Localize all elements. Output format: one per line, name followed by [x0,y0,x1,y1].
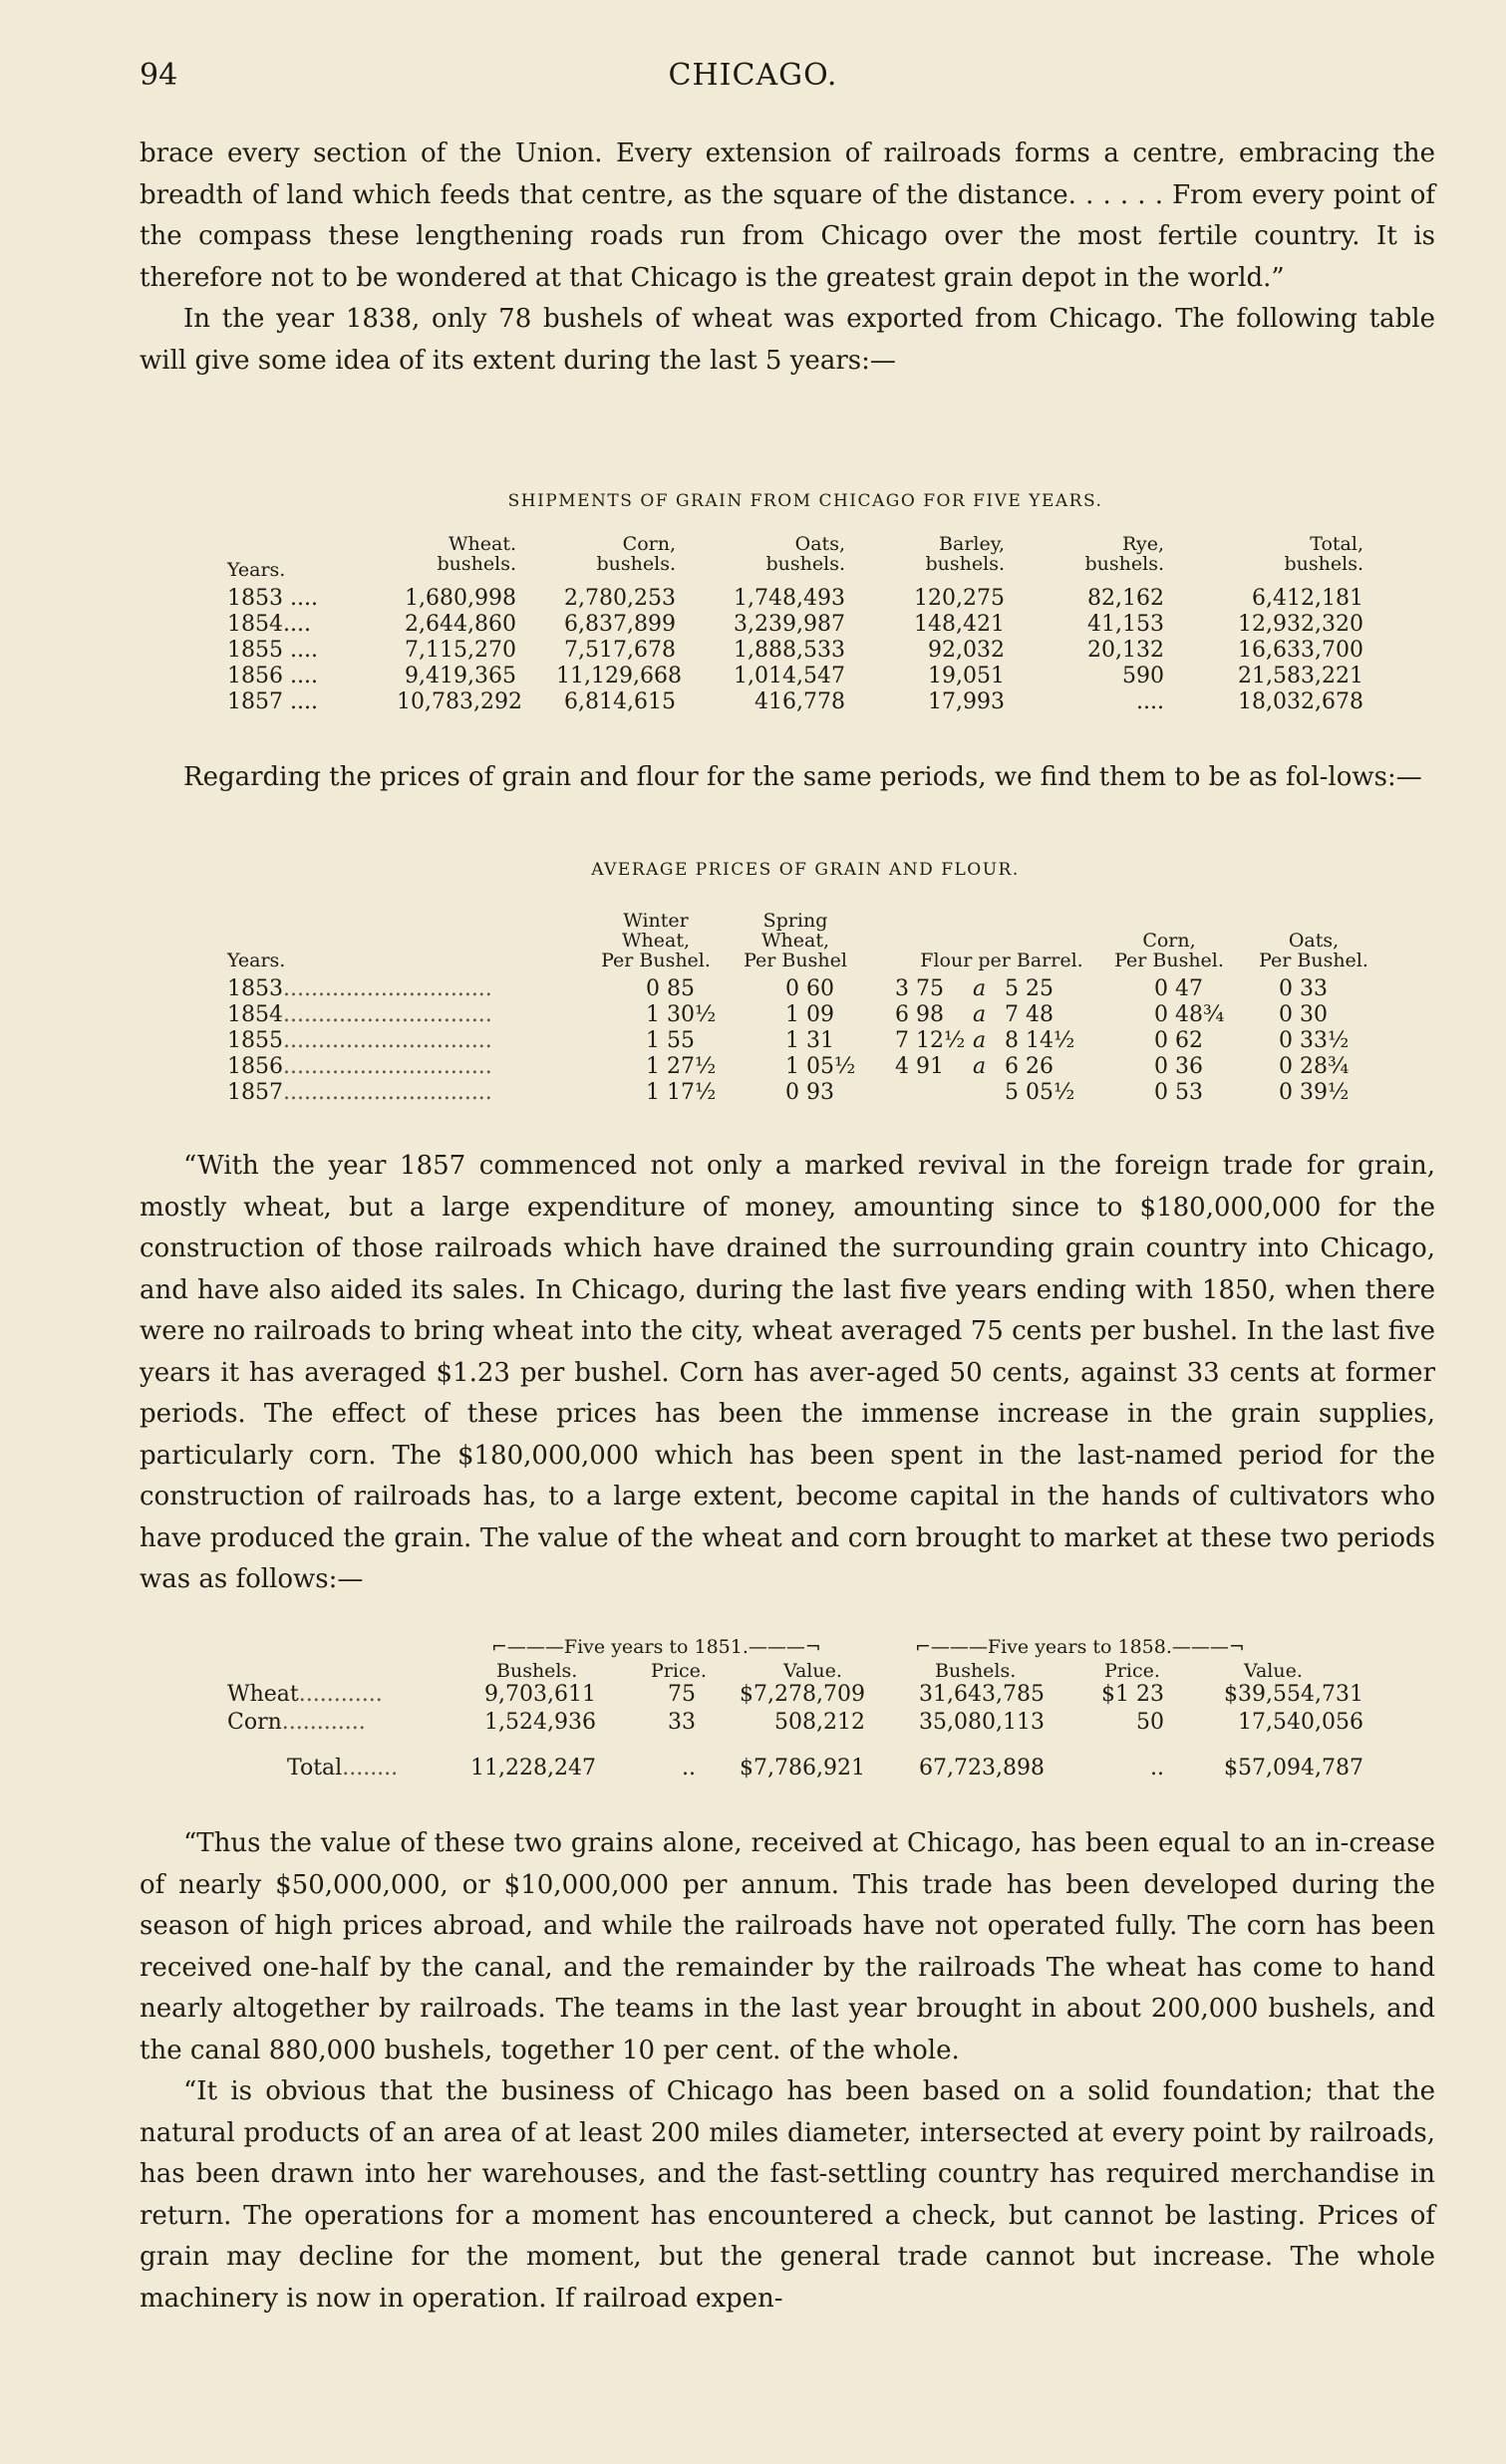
cell-corn: 11,129,668 [556,664,682,688]
prices-row [227,1002,1383,1028]
cell-oats: 0 39½ [1279,1080,1350,1105]
cell-flour-low: 6 98 [895,1002,944,1027]
cell-total: 21,583,221 [1238,664,1363,688]
cell-flour-sep: a [973,1028,987,1053]
cell-oats: 0 30 [1279,1002,1328,1027]
hdr-value-1: Value. [783,1660,842,1682]
shipments-row [227,664,1383,689]
cell-total: 16,633,700 [1238,638,1363,663]
shipments-row [227,586,1383,612]
cell-year: 1853 .... [227,586,318,611]
col-rye: Rye, bushels. [1084,533,1164,575]
cell-year: 1854.... [227,612,311,637]
cell-oats: 0 33½ [1279,1028,1350,1053]
cell-rye: 41,153 [1087,612,1164,637]
cell-year: 1856 .... [227,664,318,688]
hdr-value-2: Value. [1244,1660,1303,1682]
prices-table [227,857,1383,1106]
shipments-row [227,612,1383,638]
prices-row [227,1054,1383,1080]
col-wheat: Wheat. bushels. [437,533,516,575]
cell-rye: 20,132 [1087,638,1164,663]
cell-bushels-1: 1,524,936 [484,1710,596,1735]
cell-corn: 0 36 [1154,1054,1203,1079]
cell-oats: 1,014,547 [734,664,845,688]
hdr-price-1: Price. [651,1660,707,1682]
cell-spring-wheat: 1 31 [785,1028,834,1053]
cell-value-2: $57,094,787 [1224,1756,1363,1780]
cell-corn: 7,517,678 [564,638,676,663]
page-number: 94 [140,58,178,93]
hdr-bushels-1: Bushels. [496,1660,578,1682]
col-years: Years. [227,950,286,971]
cell-flour-low: 3 75 [895,976,944,1001]
cell-barley: 17,993 [928,689,1005,714]
cell-rye: .... [1136,689,1164,714]
cell-total: 12,932,320 [1238,612,1363,637]
cell-winter-wheat: 1 17½ [646,1080,717,1105]
col-years: Years. [227,559,286,581]
comparison-row [227,1710,1383,1738]
cell-winter-wheat: 1 27½ [646,1054,717,1079]
cell-flour-low: 4 91 [895,1054,944,1079]
cell-flour-high: 7 48 [1005,1002,1054,1027]
cell-bushels-2: 67,723,898 [919,1756,1045,1780]
cell-flour-high: 5 05½ [1005,1080,1075,1105]
cell-year: 1854.............................. [227,1002,492,1027]
middle-text [140,757,1435,799]
cell-spring-wheat: 1 05½ [785,1054,856,1079]
cell-winter-wheat: 1 55 [646,1028,695,1053]
cell-oats: 0 28¾ [1279,1054,1350,1079]
shipments-row [227,638,1383,664]
cell-flour-sep: a [973,976,987,1001]
cell-flour-sep: a [973,1054,987,1079]
group-1851: ⌐———Five years to 1851.———¬ [491,1636,821,1658]
middle-paragraph: Regarding the prices of grain and flour for the same periods, we find them to be as fol-lows:— [183,762,1422,792]
col-corn: Corn, bushels. [596,533,676,575]
cell-flour-high: 8 14½ [1005,1028,1075,1053]
cell-bushels-2: 35,080,113 [919,1710,1045,1735]
col-corn: Corn, Per Bushel. [1114,930,1224,971]
cell-corn: 0 53 [1154,1080,1203,1105]
cell-label: Corn............ [227,1710,366,1735]
quote-2-paragraph-2: “It is obvious that the business of Chicago has been based on a solid foundation; that the natural products of an area of at least 200 miles diameter, intersected at every point by railroads, has been drawn into her warehouses, and the fast-settling country has required merchandise in return. The operations for a moment has encountered a check, but cannot be lasting. Prices of grain may decline for the moment, but the general trade cannot but increase. The whole machinery is now in operation. If railroad expen- [140,2076,1435,2314]
cell-corn: 2,780,253 [564,586,676,611]
cell-oats: 0 33 [1279,976,1328,1001]
cell-corn: 6,814,615 [564,689,676,714]
cell-barley: 148,421 [914,612,1005,637]
cell-price-1: 75 [668,1682,696,1707]
cell-price-2: .. [1150,1756,1164,1780]
hdr-bushels-2: Bushels. [935,1660,1017,1682]
col-winter-wheat: Winter Wheat, Per Bushel. [601,910,711,971]
hdr-price-2: Price. [1104,1660,1160,1682]
quote-1-paragraph: “With the year 1857 commenced not only a marked revival in the foreign trade for grain, mostly wheat, but a large expenditure of money, amounting since to $180,000,000 for the construction of those railroads which have drained the surrounding grain country into Chicago, and have also aided its sales. In Chicago, during the last five years ending with 1850, when there were no railroads to bring wheat into the city, wheat averaged 75 cents per bushel. In the last five years it has averaged $1.23 per bushel. Corn has aver-aged 50 cents, against 33 cents at former periods. The effect of these prices has been the immense increase in the grain supplies, particularly corn. The $180,000,000 which has been spent in the last-named period for the construction of railroads has, to a large extent, become capital in the hands of cultivators who have produced the grain. The value of the wheat and corn brought to market at these two periods was as follows:— [140,1151,1435,1594]
col-total: Total, bushels. [1284,533,1363,575]
prices-row [227,1028,1383,1054]
cell-winter-wheat: 0 85 [646,976,695,1001]
cell-price-1: 33 [668,1710,696,1735]
prices-header [227,907,1383,976]
cell-flour-high: 5 25 [1005,976,1054,1001]
cell-value-2: 17,540,056 [1238,1710,1363,1735]
cell-year: 1857 .... [227,689,318,714]
comparison-header [227,1658,1383,1682]
cell-oats: 416,778 [754,689,845,714]
cell-corn: 0 48¾ [1154,1002,1225,1027]
cell-wheat: 2,644,860 [405,612,516,637]
shipments-caption: SHIPMENTS OF GRAIN FROM CHICAGO FOR FIVE YEARS. [507,491,1103,511]
col-oats: Oats, bushels. [765,533,845,575]
cell-barley: 120,275 [914,586,1005,611]
cell-winter-wheat: 1 30½ [646,1002,717,1027]
comparison-table [227,1634,1383,1783]
cell-corn: 0 47 [1154,976,1203,1001]
shipments-table [227,488,1383,715]
group-1858: ⌐———Five years to 1858.———¬ [915,1636,1245,1658]
quote-2-paragraph-1: “Thus the value of these two grains alone, received at Chicago, has been equal to an in-crease of nearly $50,000,000, or $10,000,000 per annum. This trade has been developed during the season of high prices abroad, and while the railroads have not operated fully. The corn has been received one-half by the canal, and the remainder by the railroads The wheat has come to hand nearly altogether by railroads. The teams in the last year brought in about 200,000 bushels, and the canal 880,000 bushels, together 10 per cent. of the whole. [140,1828,1435,2065]
prices-row [227,1080,1383,1106]
shipments-row [227,689,1383,715]
comparison-row [227,1682,1383,1710]
cell-corn: 0 62 [1154,1028,1203,1053]
comparison-total-row [227,1756,1383,1783]
cell-total: 18,032,678 [1238,689,1363,714]
cell-bushels-1: 11,228,247 [470,1756,596,1780]
col-oats: Oats, Per Bushel. [1259,930,1368,971]
cell-price-1: .. [682,1756,696,1780]
shipments-header [227,534,1383,586]
cell-year: 1853.............................. [227,976,492,1001]
cell-price-2: 50 [1136,1710,1164,1735]
cell-rye: 82,162 [1087,586,1164,611]
cell-barley: 92,032 [928,638,1005,663]
cell-value-1: $7,786,921 [740,1756,865,1780]
cell-barley: 19,051 [928,664,1005,688]
cell-oats: 1,748,493 [734,586,845,611]
comparison-groups [227,1634,1383,1658]
col-flour: Flour per Barrel. [920,950,1083,971]
cell-corn: 6,837,899 [564,612,676,637]
cell-bushels-2: 31,643,785 [919,1682,1045,1707]
cell-wheat: 10,783,292 [397,689,522,714]
cell-value-1: 508,212 [774,1710,865,1735]
cell-rye: 590 [1122,664,1164,688]
cell-total: 6,412,181 [1252,586,1363,611]
cell-flour-high: 6 26 [1005,1054,1054,1079]
cell-label: Wheat............ [227,1682,383,1707]
prices-row [227,976,1383,1002]
cell-price-2: $1 23 [1101,1682,1164,1707]
cell-flour-sep: a [973,1002,987,1027]
cell-wheat: 1,680,998 [405,586,516,611]
running-title: CHICAGO. [668,58,838,93]
cell-bushels-1: 9,703,611 [484,1682,596,1707]
running-head [140,58,1366,98]
cell-year: 1855 .... [227,638,318,663]
cell-year: 1857.............................. [227,1080,492,1105]
cell-oats: 1,888,533 [734,638,845,663]
intro-paragraph-2: In the year 1838, only 78 bushels of wheat was exported from Chicago. The following table will give some idea of its extent during the last 5 years:— [140,304,1435,376]
cell-label: Total........ [287,1756,399,1780]
col-barley: Barley, bushels. [925,533,1005,575]
cell-oats: 3,239,987 [734,612,845,637]
cell-spring-wheat: 1 09 [785,1002,834,1027]
col-spring-wheat: Spring Wheat, Per Bushel [744,910,847,971]
cell-flour-low: 7 12½ [895,1028,966,1053]
intro-paragraph-1: brace every section of the Union. Every extension of railroads forms a centre, embracing the breadth of land which feeds that centre, as the square of the distance. . . . . . From every point of the compass these lengthening roads run from Chicago over the most fertile country. It is therefore not to be wondered at that Chicago is the greatest grain depot in the world.” [140,138,1435,293]
quote-2 [140,1823,1435,2320]
intro-text [140,134,1435,382]
quote-1 [140,1146,1435,1601]
cell-value-1: $7,278,709 [740,1682,865,1707]
cell-wheat: 9,419,365 [405,664,516,688]
cell-spring-wheat: 0 60 [785,976,834,1001]
cell-wheat: 7,115,270 [405,638,516,663]
prices-caption: AVERAGE PRICES OF GRAIN AND FLOUR. [591,860,1020,880]
cell-year: 1856.............................. [227,1054,492,1079]
cell-year: 1855.............................. [227,1028,492,1053]
cell-spring-wheat: 0 93 [785,1080,834,1105]
cell-value-2: $39,554,731 [1224,1682,1363,1707]
